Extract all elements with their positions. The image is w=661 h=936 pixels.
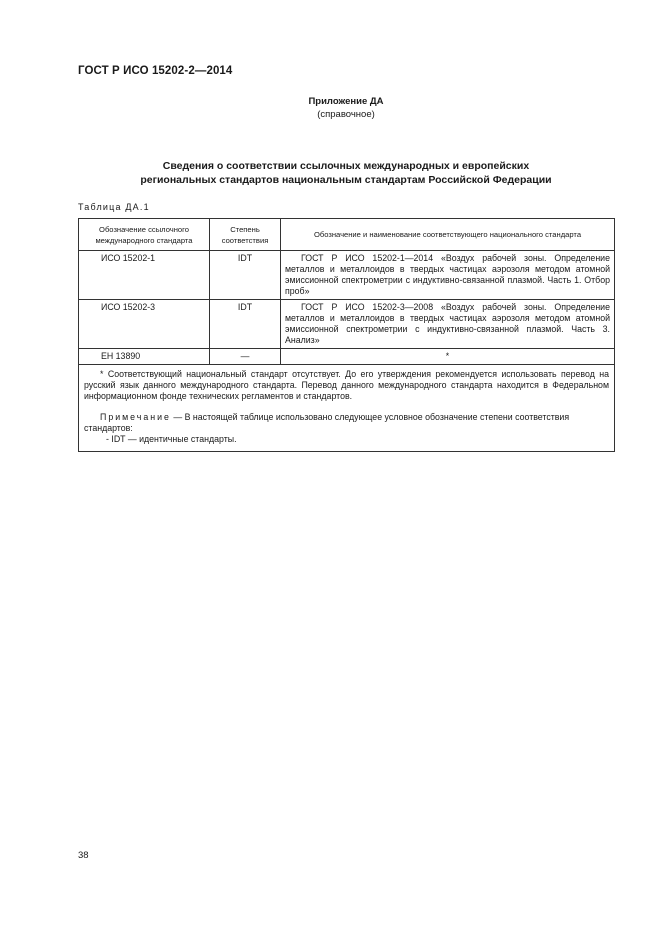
appendix-heading bbox=[78, 95, 614, 121]
table-header-row bbox=[79, 219, 615, 251]
note-text: — В настоящей таблице использовано следующее условное обозначение степени соответствия стандартов: bbox=[84, 412, 570, 433]
national-standard-cell: * bbox=[281, 349, 615, 365]
table-row bbox=[79, 300, 615, 349]
section-title-line1: Сведения о соответствии ссылочных международных и европейских bbox=[162, 160, 530, 172]
note-list-item: - IDT — идентичные стандарты. bbox=[106, 434, 237, 444]
section-title bbox=[78, 159, 614, 187]
section-title-line2: региональных стандартов национальным стандартам Российской Федерации bbox=[140, 174, 552, 186]
appendix-subtitle: (справочное) bbox=[317, 109, 375, 120]
page-number: 38 bbox=[78, 850, 89, 861]
national-standard-cell: ГОСТ Р ИСО 15202-3—2008 «Воздух рабочей зоны. Определение металлов и металлоидов в твердых частицах аэрозоля методом атомной эмиссионной спектрометрии с индуктивно-связанной плазмой. Часть 3. Анализ» bbox=[281, 300, 615, 349]
standard-code-cell: ЕН 13890 bbox=[79, 349, 210, 365]
table-note bbox=[84, 412, 609, 434]
appendix-title: Приложение ДА bbox=[308, 96, 384, 107]
table-notes-row bbox=[79, 365, 615, 452]
correspondence-table bbox=[78, 218, 615, 452]
table-row bbox=[79, 349, 615, 365]
document-header: ГОСТ Р ИСО 15202-2—2014 bbox=[78, 65, 233, 77]
table-row bbox=[79, 251, 615, 300]
note-label: Примечание bbox=[100, 412, 171, 422]
standard-code-cell: ИСО 15202-3 bbox=[79, 300, 210, 349]
header-national-standard: Обозначение и наименование соответствующего национального стандарта bbox=[281, 219, 615, 251]
table-notes-cell bbox=[79, 365, 615, 452]
degree-cell: — bbox=[210, 349, 281, 365]
degree-cell: IDT bbox=[210, 251, 281, 300]
header-degree-of-correspondence: Степень соответствия bbox=[210, 219, 281, 251]
table-footnote: * Соответствующий национальный стандарт отсутствует. До его утверждения рекомендуется использовать перевод на русский язык данного международного стандарта. Перевод данного международного стандарта находится в Федеральном информационном фонде технических регламентов и стандартов. bbox=[84, 369, 609, 401]
header-international-standard: Обозначение ссылочного международного стандарта bbox=[79, 219, 210, 251]
table-caption: Таблица ДА.1 bbox=[78, 202, 150, 212]
standard-code-cell: ИСО 15202-1 bbox=[79, 251, 210, 300]
national-standard-cell: ГОСТ Р ИСО 15202-1—2014 «Воздух рабочей зоны. Определение металлов и металлоидов в твердых частицах аэрозоля методом атомной эмиссионной спектрометрии с индуктивно-связанной плазмой. Часть 1. Отбор проб» bbox=[281, 251, 615, 300]
degree-cell: IDT bbox=[210, 300, 281, 349]
